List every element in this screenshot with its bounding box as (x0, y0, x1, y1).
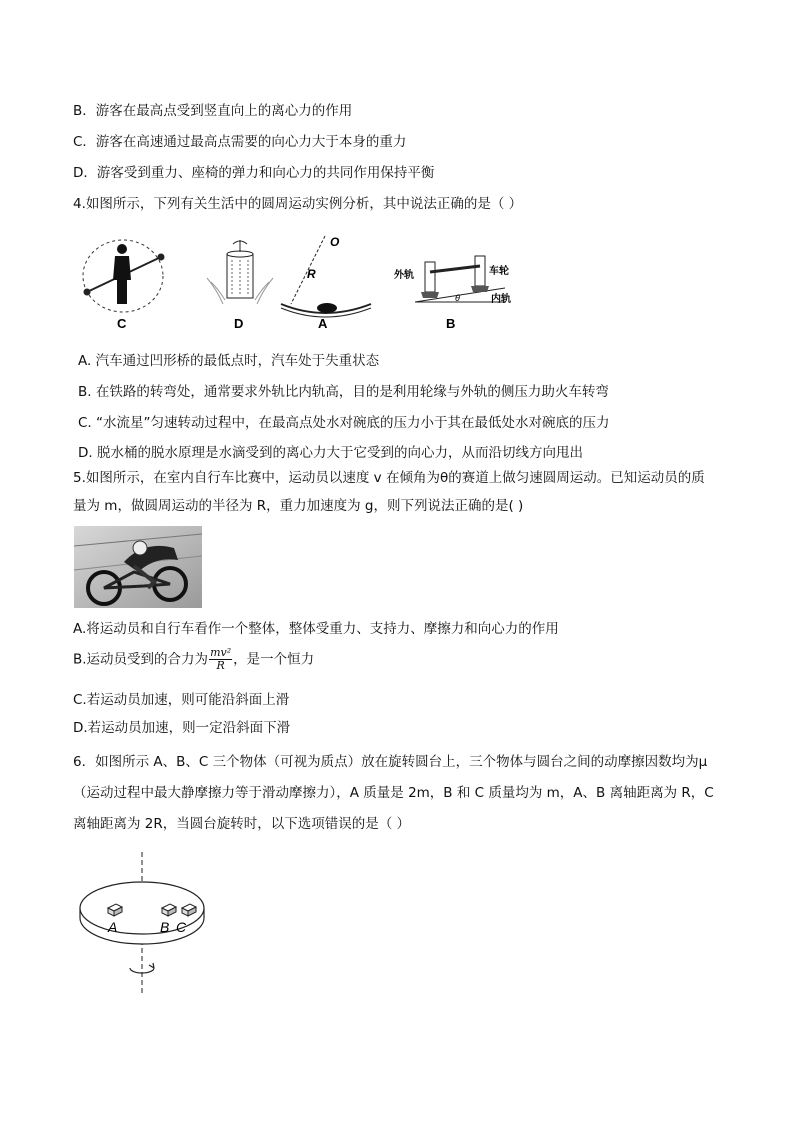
q6-label-b: B (160, 919, 170, 935)
q6-turntable-figure (76, 850, 216, 1000)
q5-fraction-denominator: R (216, 659, 225, 672)
q5-cyclist-photo (74, 526, 202, 608)
q4-option-a: A. 汽车通过凹形桥的最低点时，汽车处于失重状态 (78, 353, 380, 369)
q4-stem: 4.如图所示，下列有关生活中的圆周运动实例分析，其中说法正确的是（ ） (73, 196, 523, 212)
q5-option-d: D.若运动员加速，则一定沿斜面下滑 (73, 720, 291, 736)
q4-label-a: A (318, 316, 328, 331)
q6-label-a: A (108, 919, 118, 935)
q6-label-c: C (176, 919, 187, 935)
q4-option-d: D. 脱水桶的脱水原理是水滴受到的离心力大于它受到的向心力，从而沿切线方向甩出 (78, 445, 583, 461)
q4-figure-d (207, 240, 273, 331)
q4-label-wheel: 车轮 (489, 266, 509, 277)
q3-option-d: D．游客受到重力、座椅的弹力和向心力的共同作用保持平衡 (73, 165, 435, 181)
q4-label-o: O (330, 235, 340, 249)
q5-option-b-suffix: ，是一个恒力 (233, 651, 315, 668)
q4-figure-b (394, 256, 511, 331)
q4-label-theta: θ (455, 293, 460, 303)
q5-option-b-fraction (209, 647, 232, 672)
q5-option-b (73, 647, 314, 672)
q5-option-a: A.将运动员和自行车看作一个整体，整体受重力、支持力、摩擦力和向心力的作用 (73, 621, 559, 637)
q4-figure-a (281, 235, 371, 331)
q6-stem-line3: 离轴距离为 2R，当圆台旋转时，以下选项错误的是（ ） (73, 816, 411, 832)
q3-option-b: B．游客在最高点受到竖直向上的离心力的作用 (73, 103, 353, 119)
q4-label-c: C (117, 316, 127, 331)
q4-label-inner-rail: 内轨 (491, 294, 511, 305)
q5-stem-line1: 5.如图所示，在室内自行车比赛中，运动员以速度 v 在倾角为θ的赛道上做匀速圆周运动。已知运动员的质 (73, 470, 705, 486)
q4-option-b: B. 在铁路的转弯处，通常要求外轨比内轨高，目的是利用轮缘与外轨的侧压力助火车转弯 (78, 384, 609, 400)
q5-stem-line2: 量为 m，做圆周运动的半径为 R，重力加速度为 g，则下列说法正确的是( ) (73, 498, 524, 514)
q6-stem-line1: 6．如图所示 A、B、C 三个物体（可视为质点）放在旋转圆台上，三个物体与圆台之间的动摩擦因数均为μ (73, 754, 708, 770)
q4-label-r: R (307, 267, 316, 281)
q4-figure (75, 232, 515, 338)
q3-option-c: C．游客在高速通过最高点需要的向心力大于本身的重力 (73, 134, 407, 150)
q4-label-outer-rail: 外轨 (394, 270, 414, 281)
q4-option-c: C. “水流星”匀速转动过程中，在最高点处水对碗底的压力小于其在最低处水对碗底的压力 (78, 415, 610, 431)
q5-option-b-prefix: B.运动员受到的合力为 (73, 651, 209, 668)
q5-option-c: C.若运动员加速，则可能沿斜面上滑 (73, 692, 290, 708)
q4-label-d: D (234, 316, 244, 331)
q4-label-b: B (446, 316, 456, 331)
q5-fraction-numerator: mv² (210, 646, 232, 659)
q4-figure-c (83, 240, 165, 331)
q6-stem-line2: （运动过程中最大静摩擦力等于滑动摩擦力），A 质量是 2m，B 和 C 质量均为 m，A、B 离轴距离为 R，C (73, 785, 714, 801)
